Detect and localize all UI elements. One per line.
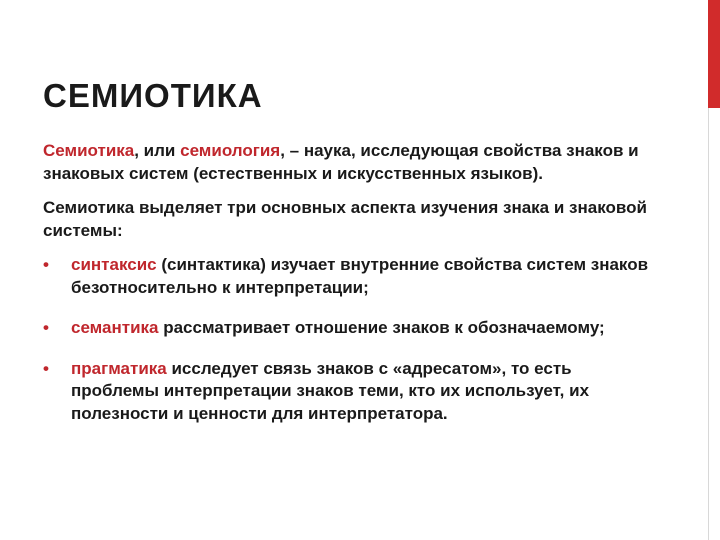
term-semiotics: Семиотика [43,141,135,160]
term-syntax: синтаксис [71,255,157,274]
right-divider [708,108,709,540]
bullet-icon: • [43,358,49,378]
aspects-intro-paragraph: Семиотика выделяет три основных аспекта изучения знака и знаковой системы: [43,198,647,240]
definition-separator: , или [134,141,181,160]
syntax-description: (синтактика) изучает внутренние свойства систем знаков безотносительно к интерпретации; [71,255,649,297]
bullet-icon: • [43,255,49,274]
list-item-syntax [43,254,663,299]
term-semiology: семиология [180,141,281,160]
accent-bar [708,0,720,108]
list-item-semantics [43,317,663,340]
slide-title: СЕМИОТИКА [43,77,263,114]
pragmatics-description: исследует связь знаков с «адресатом», то есть проблемы интерпретации знаков теми, кто их использует, их полезности и ценности для интерпретатора. [71,358,590,423]
slide-body [43,140,663,443]
term-pragmatics: прагматика [71,358,167,378]
definition-paragraph [43,140,663,185]
bullet-icon: • [43,318,49,337]
term-semantics: семантика [71,318,159,337]
definition-text: , – наука, исследующая свойства знаков и знаковых систем (естественных и искусственных языков). [43,141,639,183]
semantics-description: рассматривает отношение знаков к обозначаемому; [158,318,605,337]
aspects-list [43,254,663,425]
list-item-pragmatics [43,358,663,426]
